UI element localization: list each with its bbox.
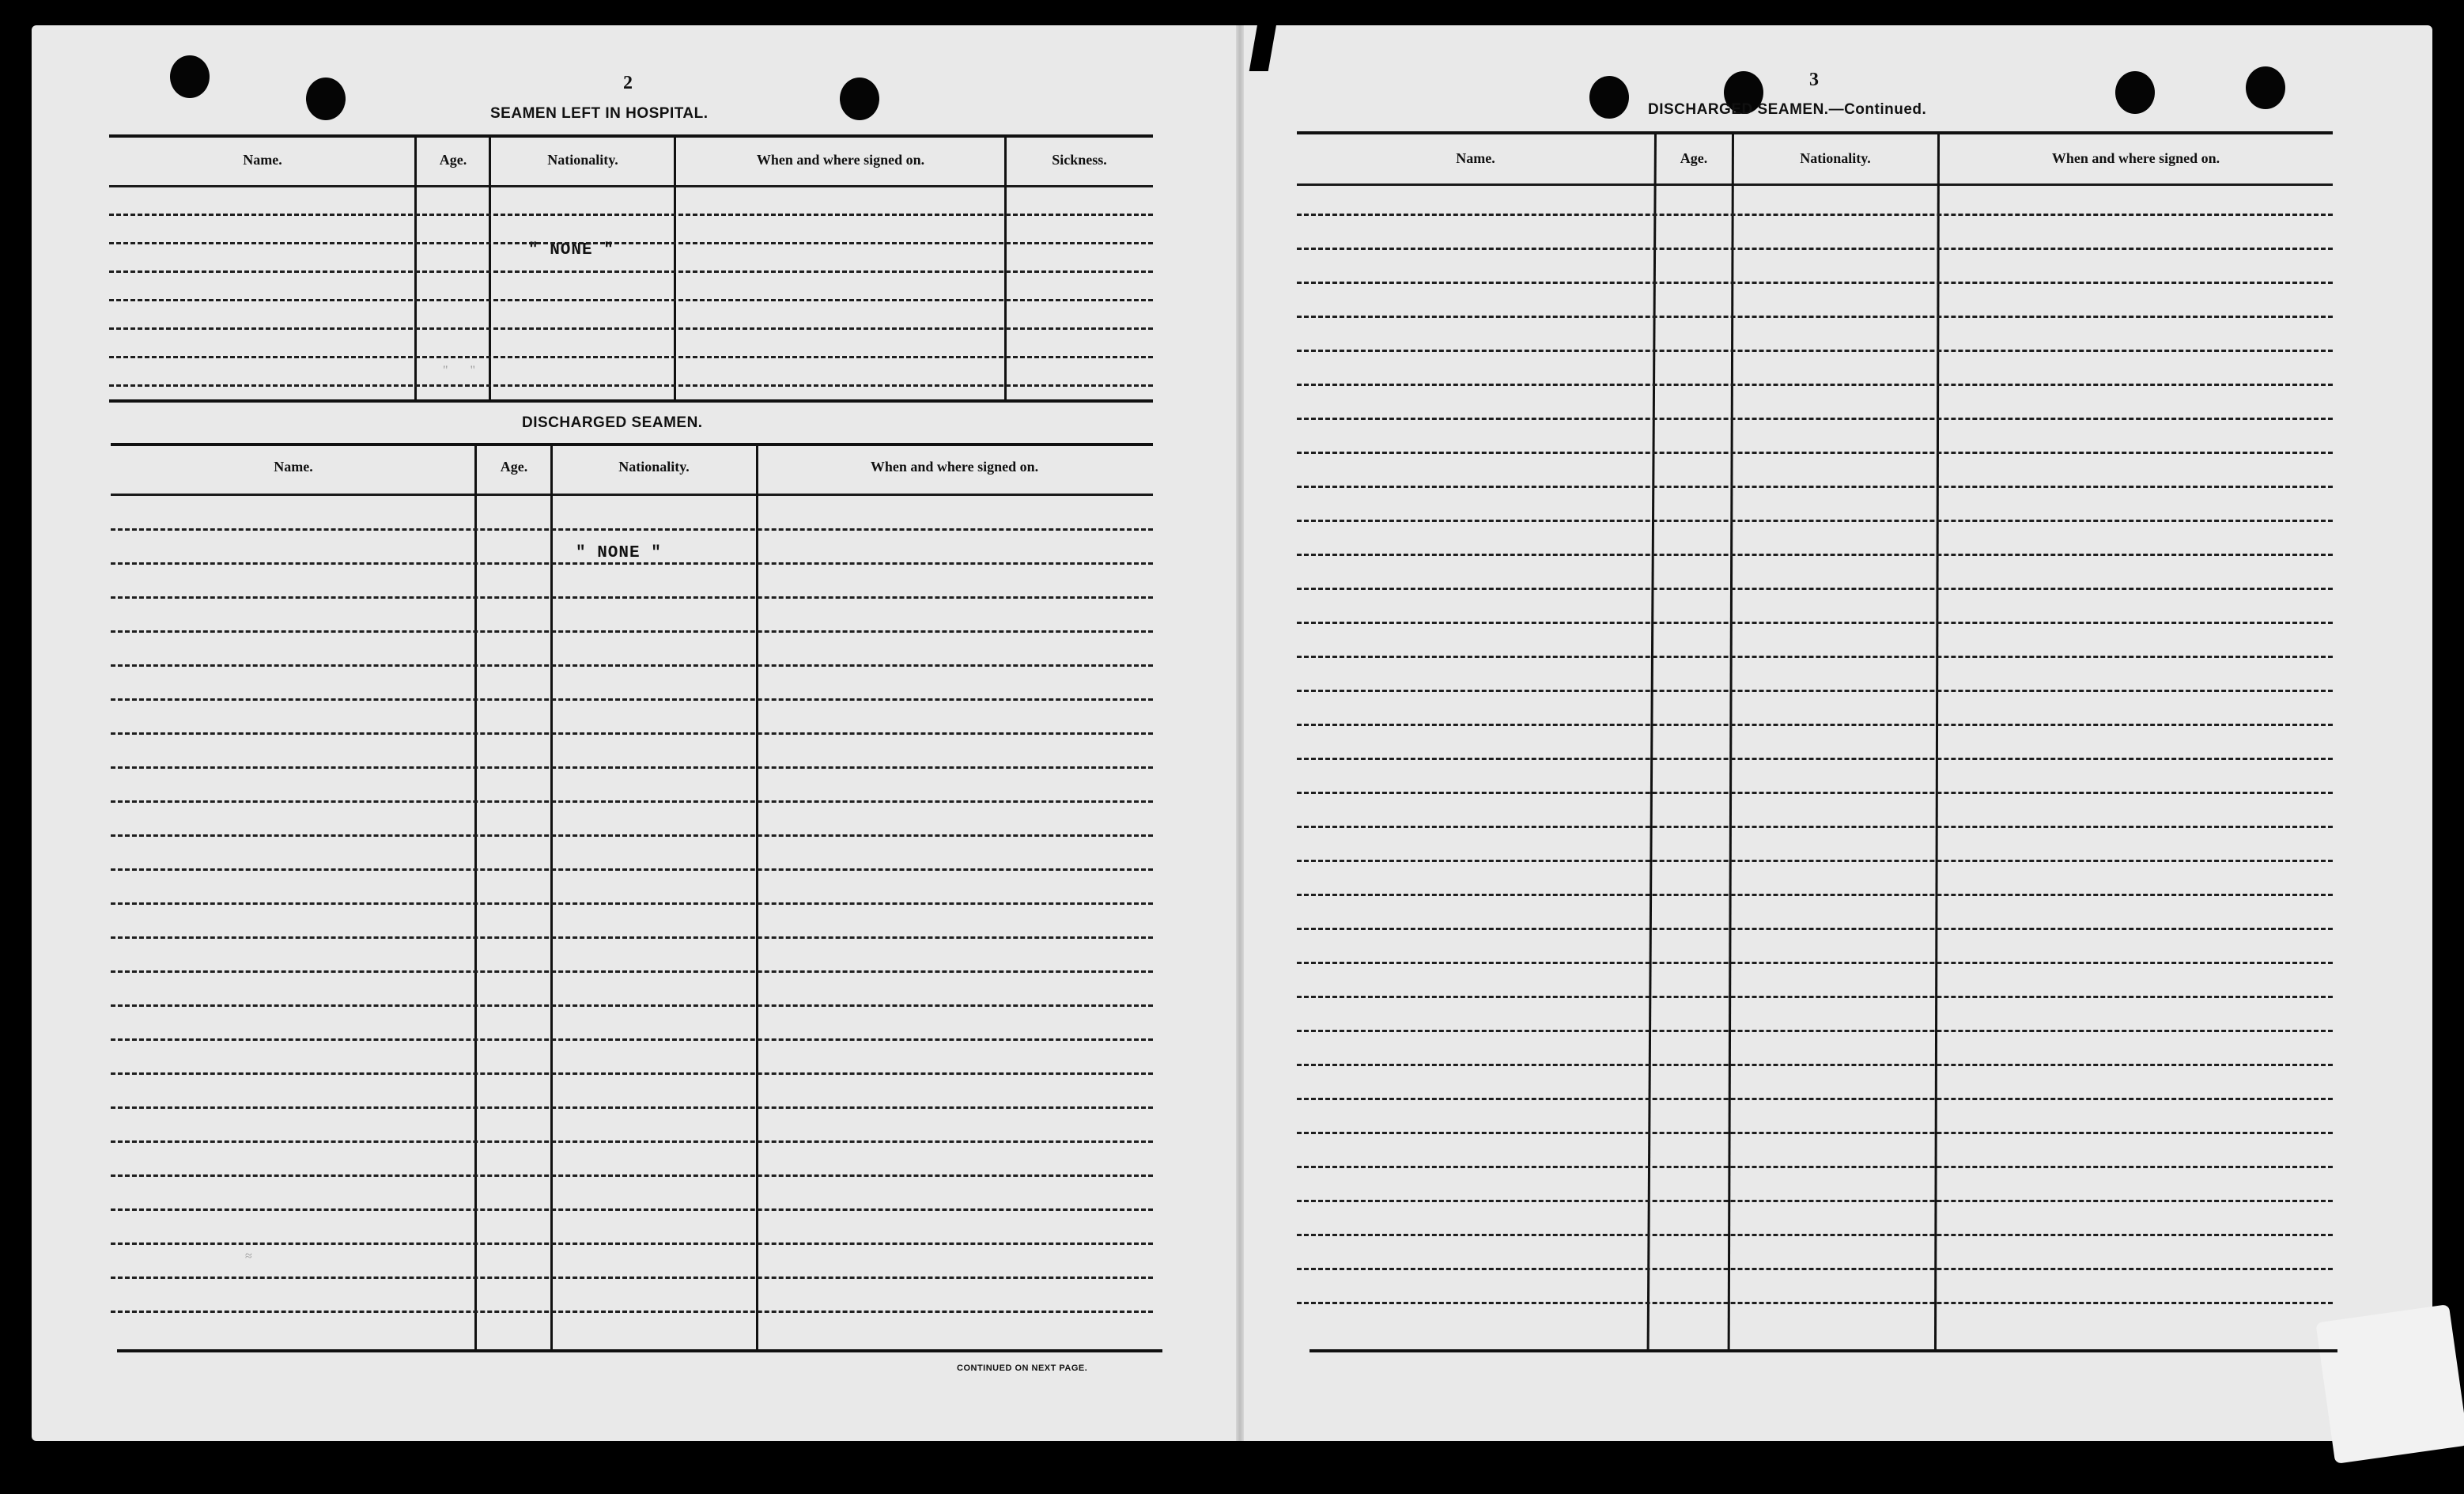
right-row-line: [1297, 656, 2333, 658]
right-row-line: [1297, 826, 2333, 828]
discharged-col-nationality: Nationality.: [618, 459, 690, 475]
discharged-row-line: [111, 1311, 1153, 1313]
right-bottom-rule: [1309, 1349, 2337, 1352]
hospital-col-divider: [1004, 136, 1007, 402]
discharged-col-name: Name.: [274, 459, 313, 475]
hospital-row-line: [109, 356, 1153, 358]
bleed-through-mark: " ": [443, 364, 476, 377]
hospital-row-line: [109, 384, 1153, 387]
hospital-row-line: [109, 327, 1153, 330]
discharged-row-line: [111, 800, 1153, 803]
hospital-col-signed-on: When and where signed on.: [756, 152, 925, 168]
hospital-col-name: Name.: [243, 152, 282, 168]
right-row-line: [1297, 928, 2333, 930]
discharged-row-line: [111, 970, 1153, 973]
right-row-line: [1297, 792, 2333, 794]
discharged-row-line: [111, 1072, 1153, 1075]
discharged-row-line: [111, 936, 1153, 939]
right-top-rule: [1297, 131, 2333, 134]
right-row-line: [1297, 860, 2333, 862]
hospital-none-entry: " NONE ": [528, 241, 614, 259]
right-row-line: [1297, 894, 2333, 896]
hospital-col-divider: [414, 136, 417, 402]
right-row-line: [1297, 1200, 2333, 1202]
right-row-line: [1297, 1132, 2333, 1134]
right-row-line: [1297, 1064, 2333, 1066]
right-col-signed-on: When and where signed on.: [2051, 150, 2220, 166]
right-row-line: [1297, 1302, 2333, 1304]
right-row-line: [1297, 588, 2333, 590]
right-col-nationality: Nationality.: [1800, 150, 1871, 166]
right-row-line: [1297, 282, 2333, 284]
discharged-header-rule: [111, 494, 1153, 496]
discharged-row-line: [111, 698, 1153, 701]
punch-hole: [306, 78, 346, 120]
right-row-line: [1297, 1234, 2333, 1236]
continued-footer: CONTINUED ON NEXT PAGE.: [957, 1364, 1088, 1373]
hospital-row-line: [109, 214, 1153, 216]
hospital-col-nationality: Nationality.: [547, 152, 618, 168]
hospital-col-divider: [674, 136, 676, 402]
discharged-row-line: [111, 562, 1153, 565]
hospital-row-line: [109, 270, 1153, 273]
right-row-line: [1297, 962, 2333, 964]
discharged-col-age: Age.: [500, 459, 528, 475]
discharged-row-line: [111, 1208, 1153, 1211]
discharged-row-line: [111, 596, 1153, 599]
hospital-row-line: [109, 299, 1153, 301]
discharged-col-divider: [550, 444, 553, 1351]
discharged-col-divider: [474, 444, 477, 1351]
discharged-none-entry: " NONE ": [576, 544, 662, 562]
discharged-row-line: [111, 834, 1153, 837]
hospital-top-rule: [109, 134, 1153, 138]
hospital-bottom-rule: [109, 399, 1153, 403]
discharged-row-line: [111, 1038, 1153, 1041]
right-row-line: [1297, 316, 2333, 318]
discharged-row-line: [111, 664, 1153, 667]
discharged-row-line: [111, 1174, 1153, 1177]
discharged-row-line: [111, 868, 1153, 871]
right-row-line: [1297, 350, 2333, 352]
right-col-name: Name.: [1456, 150, 1495, 166]
discharged-row-line: [111, 1140, 1153, 1143]
page-number-left: 2: [623, 73, 633, 93]
page-number-right: 3: [1809, 70, 1819, 90]
right-row-line: [1297, 554, 2333, 556]
bleed-through-mark: ≈: [245, 1250, 252, 1263]
right-row-line: [1297, 690, 2333, 692]
right-row-line: [1297, 486, 2333, 488]
right-row-line: [1297, 452, 2333, 454]
discharged-bottom-rule: [117, 1349, 1162, 1352]
discharged-section-title: DISCHARGED SEAMEN.: [522, 414, 703, 431]
hospital-header-rule: [109, 185, 1153, 187]
hospital-col-age: Age.: [439, 152, 467, 168]
hospital-col-sickness: Sickness.: [1052, 152, 1107, 168]
right-row-line: [1297, 1166, 2333, 1168]
discharged-row-line: [111, 630, 1153, 633]
right-row-line: [1297, 724, 2333, 726]
right-row-line: [1297, 996, 2333, 998]
right-row-line: [1297, 622, 2333, 624]
right-row-line: [1297, 248, 2333, 250]
right-row-line: [1297, 1268, 2333, 1270]
right-header-rule: [1297, 183, 2333, 186]
discharged-top-rule: [111, 443, 1153, 446]
punch-hole: [1589, 76, 1629, 119]
discharged-row-line: [111, 902, 1153, 905]
discharged-row-line: [111, 732, 1153, 735]
discharged-row-line: [111, 1242, 1153, 1245]
discharged-row-line: [111, 1004, 1153, 1007]
hospital-col-divider: [489, 136, 491, 402]
punch-hole: [840, 78, 879, 120]
right-row-line: [1297, 1098, 2333, 1100]
right-row-line: [1297, 1030, 2333, 1032]
discharged-row-line: [111, 1106, 1153, 1109]
center-fold: [1236, 25, 1244, 1441]
page-corner-curl: [2315, 1304, 2464, 1464]
hospital-section-title: SEAMEN LEFT IN HOSPITAL.: [490, 105, 709, 122]
discharged-col-divider: [756, 444, 758, 1351]
right-row-line: [1297, 384, 2333, 386]
discharged-col-signed-on: When and where signed on.: [870, 459, 1039, 475]
discharged-row-line: [111, 528, 1153, 531]
discharged-row-line: [111, 1277, 1153, 1279]
right-row-line: [1297, 418, 2333, 420]
punch-hole: [170, 55, 210, 98]
punch-hole: [2115, 71, 2155, 114]
right-col-age: Age.: [1680, 150, 1708, 166]
punch-hole: [2246, 66, 2285, 109]
hospital-row-line: [109, 242, 1153, 244]
right-row-line: [1297, 758, 2333, 760]
right-section-title: DISCHARGED SEAMEN.—Continued.: [1648, 101, 1927, 118]
discharged-row-line: [111, 766, 1153, 769]
right-row-line: [1297, 214, 2333, 216]
right-row-line: [1297, 520, 2333, 522]
